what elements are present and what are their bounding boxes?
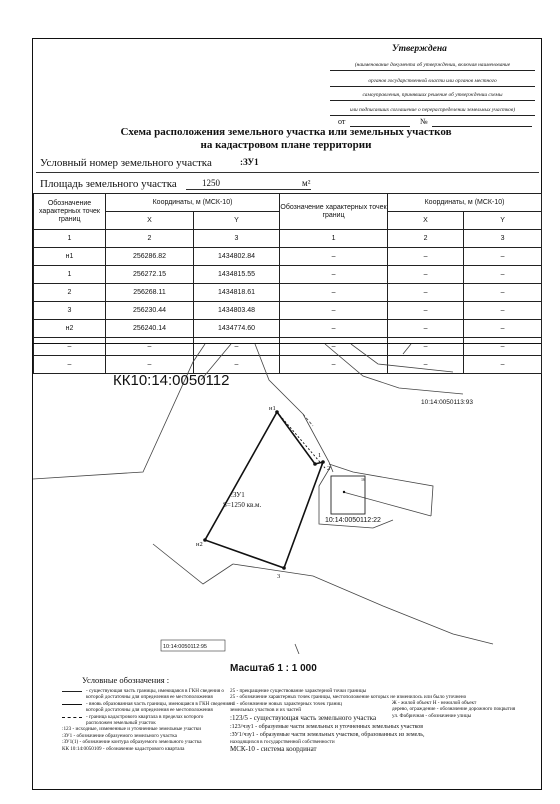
- legend-item: н1 - обозначение новых характерных точек границ: [230, 700, 342, 707]
- legend-item: ул. Фабричная - обозначение улицы: [392, 712, 472, 719]
- table-cell: 256240.14: [106, 320, 194, 338]
- legend-item: находящихся в государственной собственности: [230, 738, 335, 745]
- legend-item: :123 - исходные, измененные и уточненные земельные участки: [62, 726, 202, 733]
- table-cell: –: [280, 248, 388, 266]
- map-boundary-line: [329, 464, 433, 516]
- legend-item: 25 - прекращение существование характерной точки границы: [230, 688, 367, 694]
- legend-item: :ЗУ1 - обозначение образуемого земельного участка: [62, 732, 177, 739]
- table-cell: –: [464, 266, 542, 284]
- table-cell: –: [388, 320, 464, 338]
- table-cell: –: [194, 356, 280, 374]
- legend-right: [230, 688, 466, 754]
- table-cell: 1434803.48: [194, 302, 280, 320]
- legend-item: :123/чзу1 - образуемые части земельных и уточненных земельных участков: [230, 723, 424, 730]
- parcel-name-label: :ЗУ1: [231, 491, 245, 499]
- building-mark: 16: [361, 477, 365, 482]
- point-label-2: 2: [327, 465, 331, 472]
- column-number: 2: [388, 230, 464, 248]
- table-cell: –: [464, 302, 542, 320]
- table-cell: –: [194, 338, 280, 356]
- map-boundary-line: [295, 644, 299, 654]
- map-boundary-line: [153, 544, 233, 584]
- table-cell: –: [106, 356, 194, 374]
- table-cell: –: [464, 338, 542, 356]
- table-cell: 256272.15: [106, 266, 194, 284]
- map-boundary-line: [325, 344, 463, 394]
- table-cell: –: [464, 356, 542, 374]
- cadastral-map: [33, 344, 541, 654]
- approval-title: Утверждена: [392, 44, 447, 54]
- table-cell: –: [280, 266, 388, 284]
- legend-item: МСК-10 - система координат: [230, 745, 317, 754]
- table-cell: 1434815.55: [194, 266, 280, 284]
- table-cell: –: [464, 248, 542, 266]
- table-row: [34, 302, 542, 320]
- legend-item: которой достаточны для определения ее местоположения: [86, 707, 213, 714]
- table-row: [34, 248, 542, 266]
- legend-item: - существующая часть границы, имеющаяся в ГКН сведения о: [86, 688, 225, 694]
- table-cell: 2: [34, 284, 106, 302]
- legend-left: [62, 688, 234, 752]
- table-row: [34, 284, 542, 302]
- point-label-n1: н1: [269, 405, 276, 412]
- table-cell: 256286.82: [106, 248, 194, 266]
- table-cell: –: [106, 338, 194, 356]
- point-label-3: 3: [277, 573, 281, 580]
- table-cell: –: [388, 356, 464, 374]
- table-cell: 256230.44: [106, 302, 194, 320]
- document-subtitle: на кадастровом плане территории: [200, 139, 372, 151]
- legend-quarter-line-icon: [62, 717, 82, 718]
- table-cell: –: [388, 248, 464, 266]
- map-boundary-line: [33, 344, 205, 479]
- table-cell: 1434774.60: [194, 320, 280, 338]
- point-marker: [203, 538, 207, 542]
- legend-item: :ЗУ1/чзу1 - образуемые части земельных участков, образованных из земель,: [230, 731, 425, 738]
- approval-line-1: (наименование документа об утверждении, включая наименование: [330, 60, 535, 71]
- conditional-number-value: :ЗУ1: [240, 157, 259, 167]
- legend-item: земельных участков и их частей: [230, 707, 302, 714]
- area-value: 1250: [202, 178, 220, 188]
- column-number: 2: [106, 230, 194, 248]
- header-coords: Координаты, м (МСК-10): [106, 194, 280, 212]
- table-row: [34, 320, 542, 338]
- document-title: Схема расположения земельного участка или земельных участков: [120, 126, 452, 138]
- header-x: X: [106, 212, 194, 230]
- table-cell: 1: [34, 266, 106, 284]
- legend-far-right: [392, 700, 515, 719]
- legend-item: Ж - жилой объект Н - нежилой объект: [392, 700, 477, 706]
- table-cell: –: [280, 338, 388, 356]
- table-cell: –: [388, 284, 464, 302]
- legend-item: которой достаточны для определения ее местоположения: [86, 694, 213, 701]
- table-cell: 1434818.61: [194, 284, 280, 302]
- table-cell: 1434802.84: [194, 248, 280, 266]
- legend-title: Условные обозначения :: [82, 675, 170, 685]
- table-cell: –: [464, 284, 542, 302]
- legend-existing-line-icon: [62, 691, 82, 692]
- parcel-dashed-edge: [277, 412, 325, 468]
- legend-item: КК 10:14:0050109 - обозначение кадастрового квартала: [62, 745, 185, 752]
- quarter-label: КК10:14:0050112: [113, 372, 230, 389]
- header-points-2: Обозначение характерных точек границ: [280, 194, 388, 230]
- header-y: Y: [194, 212, 280, 230]
- map-boundary-line: [233, 564, 493, 644]
- approval-line-2: органов государственной власти или органов местного: [330, 76, 535, 87]
- scale-label: Масштаб 1 : 1 000: [230, 663, 317, 674]
- column-number: 1: [280, 230, 388, 248]
- header-x-2: X: [388, 212, 464, 230]
- legend-item: :123/5 - существующая часть земельного участка: [230, 713, 377, 722]
- table-cell: –: [34, 356, 106, 374]
- legend-item: расположен земельный участок: [86, 720, 156, 727]
- point-marker: [321, 460, 325, 464]
- conditional-number-row: [36, 154, 539, 173]
- table-cell: –: [464, 320, 542, 338]
- header-points: Обозначение характерных точек границ: [34, 194, 106, 230]
- table-cell: 256268.11: [106, 284, 194, 302]
- column-number: 3: [464, 230, 542, 248]
- area-label: Площадь земельного участка: [40, 178, 177, 190]
- point-label-n2: н2: [196, 541, 203, 548]
- point-label-1: 1: [318, 452, 322, 459]
- point-marker: [282, 566, 286, 570]
- area-underline: [186, 189, 311, 190]
- header-coords-2: Координаты, м (МСК-10): [388, 194, 542, 212]
- neighbor-label-22: 10:14:0050112:22: [325, 517, 381, 524]
- legend-item: - граница кадастрового квартала в пределах которого: [86, 713, 204, 720]
- header-y-2: Y: [464, 212, 542, 230]
- map-boundary-line: [303, 414, 313, 426]
- legend-new-line-icon: [62, 704, 82, 705]
- map-boundary-line: [403, 344, 411, 354]
- map-boundary-line: [343, 492, 431, 516]
- map-boundary-line: [351, 344, 453, 372]
- table-cell: –: [280, 284, 388, 302]
- table-cell: –: [388, 266, 464, 284]
- parcel-boundary: [205, 412, 323, 568]
- neighbor-label-93: 10:14:0050113:93: [421, 399, 473, 406]
- approval-line-3: самоуправления, принявших решение об утверждении схемы: [330, 90, 535, 101]
- approval-line-4: или подписавших соглашение о перераспределении земельных участков): [330, 105, 535, 116]
- table-cell: –: [388, 302, 464, 320]
- table-cell: –: [280, 302, 388, 320]
- approval-no-label: №: [420, 117, 428, 126]
- table-cell: –: [34, 338, 106, 356]
- table-cell: н2: [34, 320, 106, 338]
- area-unit: м²: [302, 178, 311, 188]
- building-outline: [331, 476, 365, 514]
- table-cell: н1: [34, 248, 106, 266]
- table-row: [34, 266, 542, 284]
- table-cell: –: [280, 356, 388, 374]
- column-number: 3: [194, 230, 280, 248]
- legend-item: дерево, ограждение - обозначение дорожного покрытия: [392, 706, 516, 713]
- area-row: [36, 176, 539, 192]
- point-marker: [313, 462, 317, 466]
- parcel-area-label: S=1250 кв.м.: [223, 501, 262, 509]
- conditional-number-label: Условный номер земельного участка: [40, 157, 212, 169]
- neighbor-label-95: 10:14:0050112:95: [163, 644, 207, 650]
- table-cell: 3: [34, 302, 106, 320]
- legend-item: 25 - обозначение характерных точек границы, местоположение которых не изменилось или было уточнено: [230, 694, 467, 701]
- table-cell: –: [280, 320, 388, 338]
- legend-item: - вновь образованная часть границы, имеющаяся в ГКН сведения о: [86, 700, 235, 707]
- legend-item: :ЗУ1(1) - обозначение контура образуемого земельного участка: [62, 739, 202, 746]
- map-boundary-line: [255, 344, 303, 414]
- column-number: 1: [34, 230, 106, 248]
- approval-from-label: от: [338, 117, 346, 126]
- table-cell: –: [388, 338, 464, 356]
- point-marker: [275, 410, 279, 414]
- point-marker: [343, 491, 345, 493]
